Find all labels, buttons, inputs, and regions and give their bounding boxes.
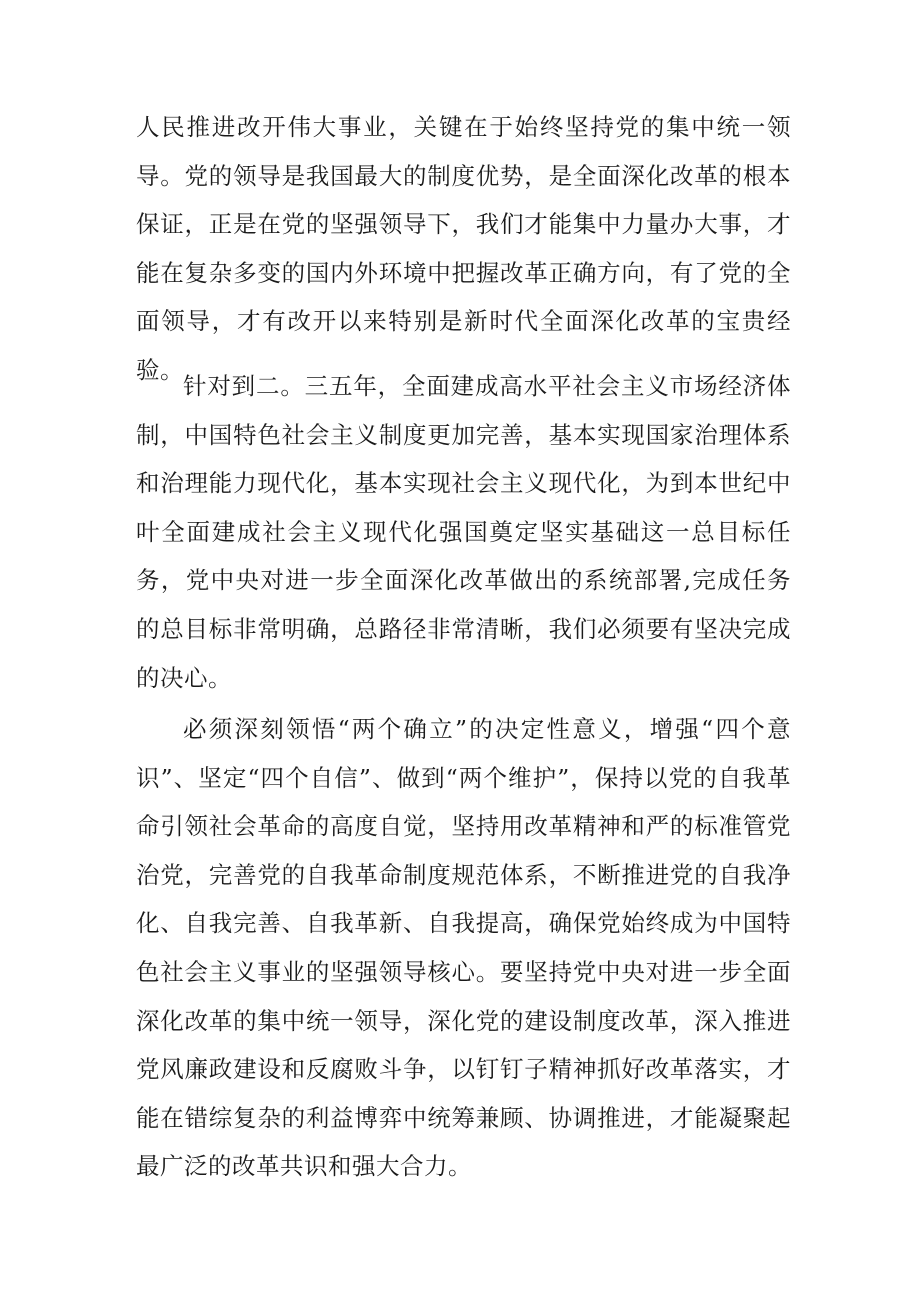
paragraph-2: 针对到二。三五年，全面建成高水平社会主义市场经济体制，中国特色社会主义制度更加完善，基本实现国家治理体系和治理能力现代化，基本实现社会主义现代化，为到本世纪中叶全面建成社会主义现代化强国奠定坚实基础这一总目标任务，党中央对进一步全面深化改革做出的系统部署,完成任务的总目标非常明确，总路径非常清晰，我们必须要有坚决完成的决心。	[136, 372, 791, 692]
paragraph-1: 人民推进改开伟大事业，关键在于始终坚持党的集中统一领导。党的领导是我国最大的制度优势，是全面深化改革的根本保证，正是在党的坚强领导下，我们才能集中力量办大事，才能在复杂多变的国内外环境中把握改革正确方向，有了党的全面领导，才有改开以来特别是新时代全面深化改革的宝贵经验。	[136, 113, 791, 384]
paragraph-3: 必须深刻领悟“两个确立”的决定性意义，增强“四个意识”、坚定“四个自信”、做到“两个维护”，保持以党的自我革命引领社会革命的高度自觉，坚持用改革精神和严的标准管党治党，完善党的自我革命制度规范体系，不断推进党的自我净化、自我完善、自我革新、自我提高，确保党始终成为中国特色社会主义事业的坚强领导核心。要坚持党中央对进一步全面深化改革的集中统一领导，深化党的建设制度改革，深入推进党风廉政建设和反腐败斗争，以钉钉子精神抓好改革落实，才能在错综复杂的利益博弈中统筹兼顾、协调推进，才能凝聚起最广泛的改革共识和强大合力。	[136, 715, 791, 1181]
